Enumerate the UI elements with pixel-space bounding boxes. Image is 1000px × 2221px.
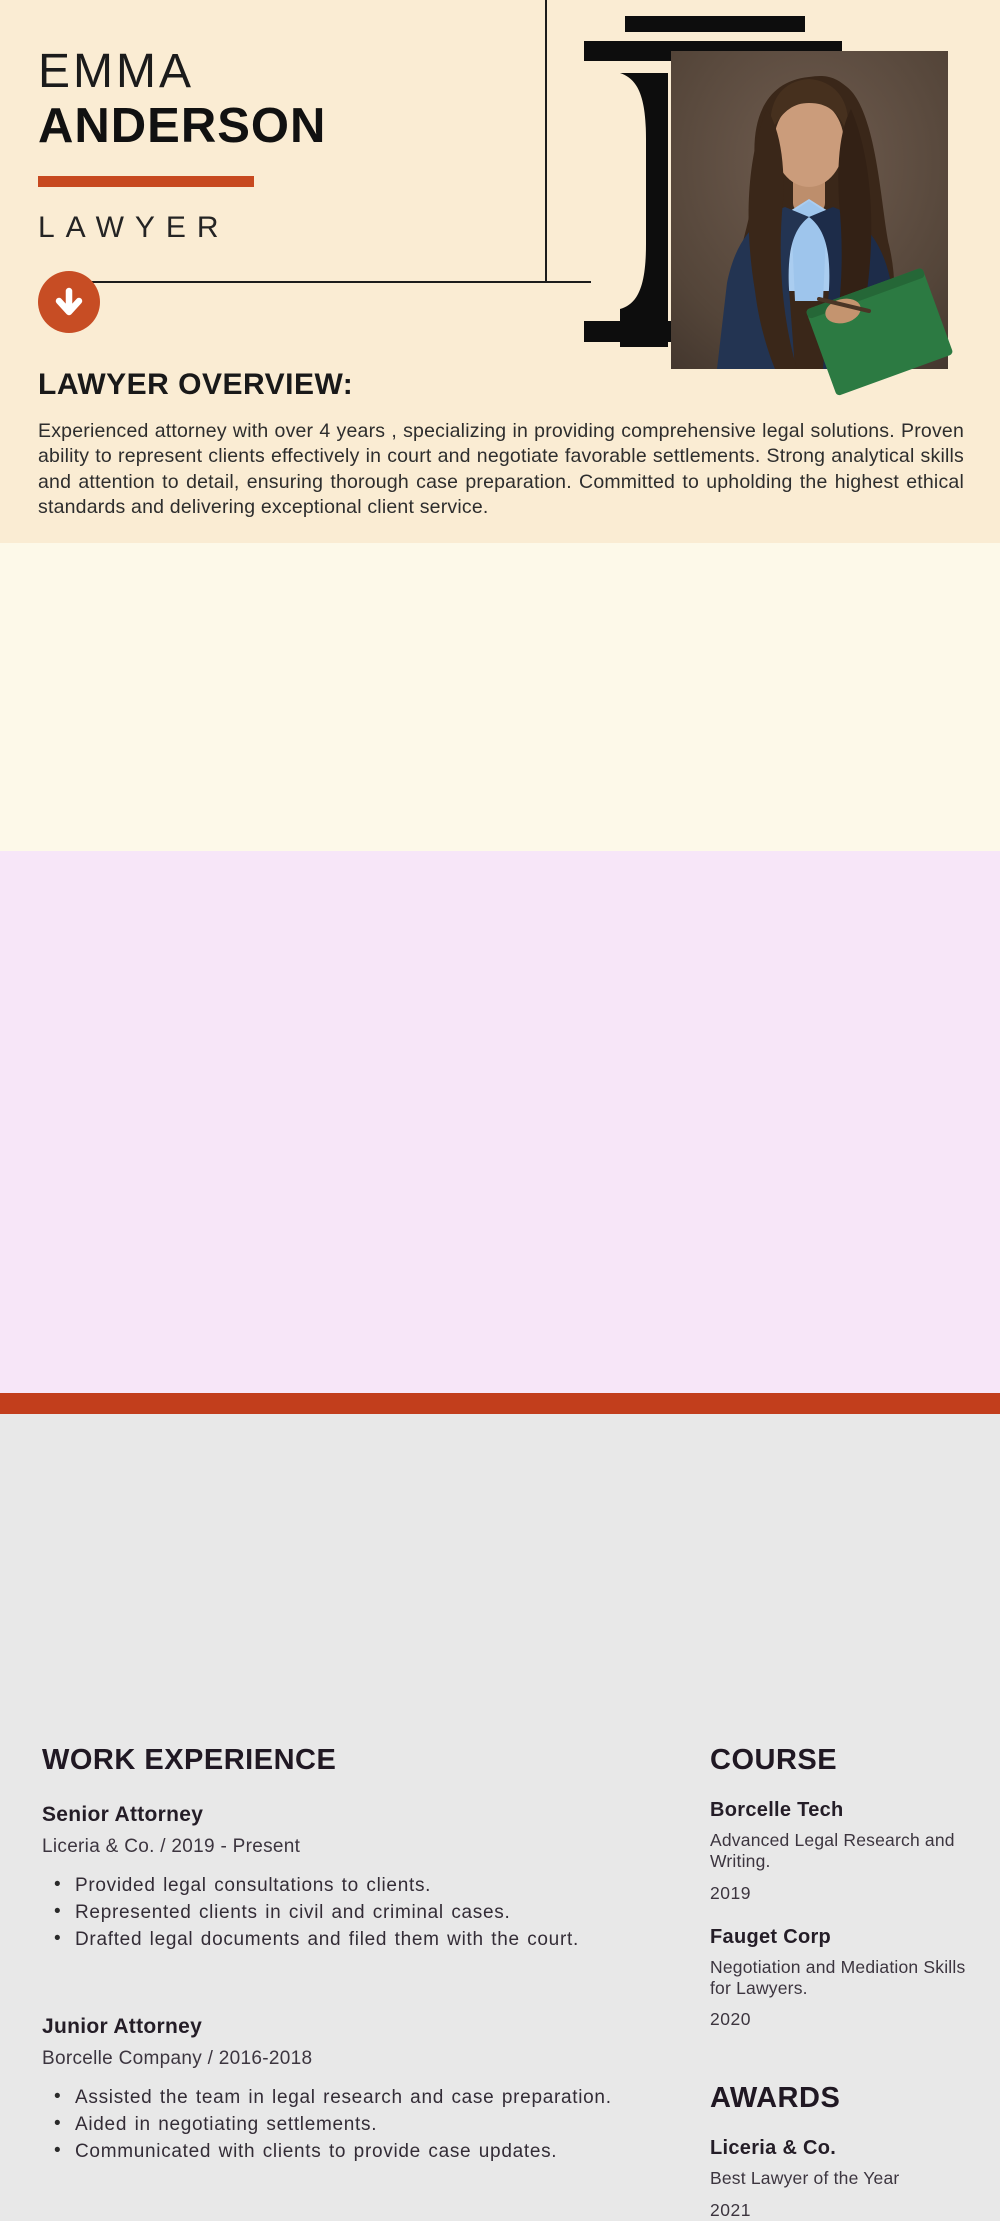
course-org: Borcelle Tech <box>710 1799 844 1821</box>
course-entry <box>710 1799 970 1904</box>
frame-vertical-line <box>545 0 547 283</box>
course-year: 2020 <box>710 2009 751 2030</box>
awards-block <box>710 2082 970 2220</box>
overview-text: Experienced attorney with over 4 years , specializing in providing comprehensive legal solutions. Proven ability to represent clients effectively in court and negotiate favorable settlements. Strong analytical skills and attention to detail, ensuring thorough case preparation. Committed to upholding the highest ethical standards and delivering exceptional client service. <box>38 420 964 519</box>
last-name: ANDERSON <box>38 98 327 153</box>
frame-horizontal-line <box>69 281 591 283</box>
course-awards-column <box>710 1744 970 2221</box>
job-bullets <box>42 2087 687 2163</box>
job-entry <box>42 2015 687 2163</box>
award-entry <box>710 2137 970 2220</box>
profile-photo <box>671 51 948 369</box>
name-block <box>38 46 326 245</box>
work-experience-heading: WORK EXPERIENCE <box>42 1744 337 1776</box>
down-arrow-icon <box>51 284 87 320</box>
footer-accent-bar <box>0 1393 1000 1414</box>
job-entry <box>42 1803 687 1951</box>
job-meta: Liceria & Co. / 2019 - Present <box>42 1836 301 1857</box>
details-section <box>0 543 1000 851</box>
award-year: 2021 <box>710 2199 751 2220</box>
course-org: Fauget Corp <box>710 1925 832 1948</box>
job-title-text: Senior Attorney <box>42 1803 204 1826</box>
scroll-down-button[interactable] <box>38 271 100 333</box>
job-title: LAWYER <box>38 210 230 244</box>
job-bullet: • Aided in negotiating settlements. <box>42 2114 687 2136</box>
awards-heading: AWARDS <box>710 2082 841 2115</box>
course-heading: COURSE <box>710 1744 838 1776</box>
experience-section <box>0 851 1000 2220</box>
course-year: 2019 <box>710 1882 751 1903</box>
job-bullet: • Communicated with clients to provide case updates. <box>42 2141 687 2163</box>
job-title-text: Junior Attorney <box>42 2015 203 2038</box>
award-desc: Best Lawyer of the Year <box>710 2168 900 2189</box>
job-meta: Borcelle Company / 2016-2018 <box>42 2048 313 2069</box>
award-org: Liceria & Co. <box>710 2137 837 2160</box>
header-section <box>0 0 1000 543</box>
overview-heading: LAWYER OVERVIEW: <box>38 368 354 401</box>
overview-block <box>38 368 964 520</box>
woman-portrait-illustration <box>671 51 948 369</box>
job-bullet: • Provided legal consultations to clients. <box>42 1875 687 1897</box>
job-bullets <box>42 1875 687 1951</box>
job-bullet: • Represented clients in civil and criminal cases. <box>42 1902 687 1924</box>
accent-divider <box>38 176 254 187</box>
job-bullet: • Drafted legal documents and filed them with the court. <box>42 1929 687 1951</box>
first-name: EMMA <box>38 45 194 98</box>
course-desc: Negotiation and Mediation Skills for Lawyers. <box>710 1956 966 1999</box>
work-experience-column <box>42 1744 687 2168</box>
job-bullet: • Assisted the team in legal research and case preparation. <box>42 2087 687 2109</box>
course-desc: Advanced Legal Research and Writing. <box>710 1830 955 1872</box>
course-entry <box>710 1926 970 2031</box>
